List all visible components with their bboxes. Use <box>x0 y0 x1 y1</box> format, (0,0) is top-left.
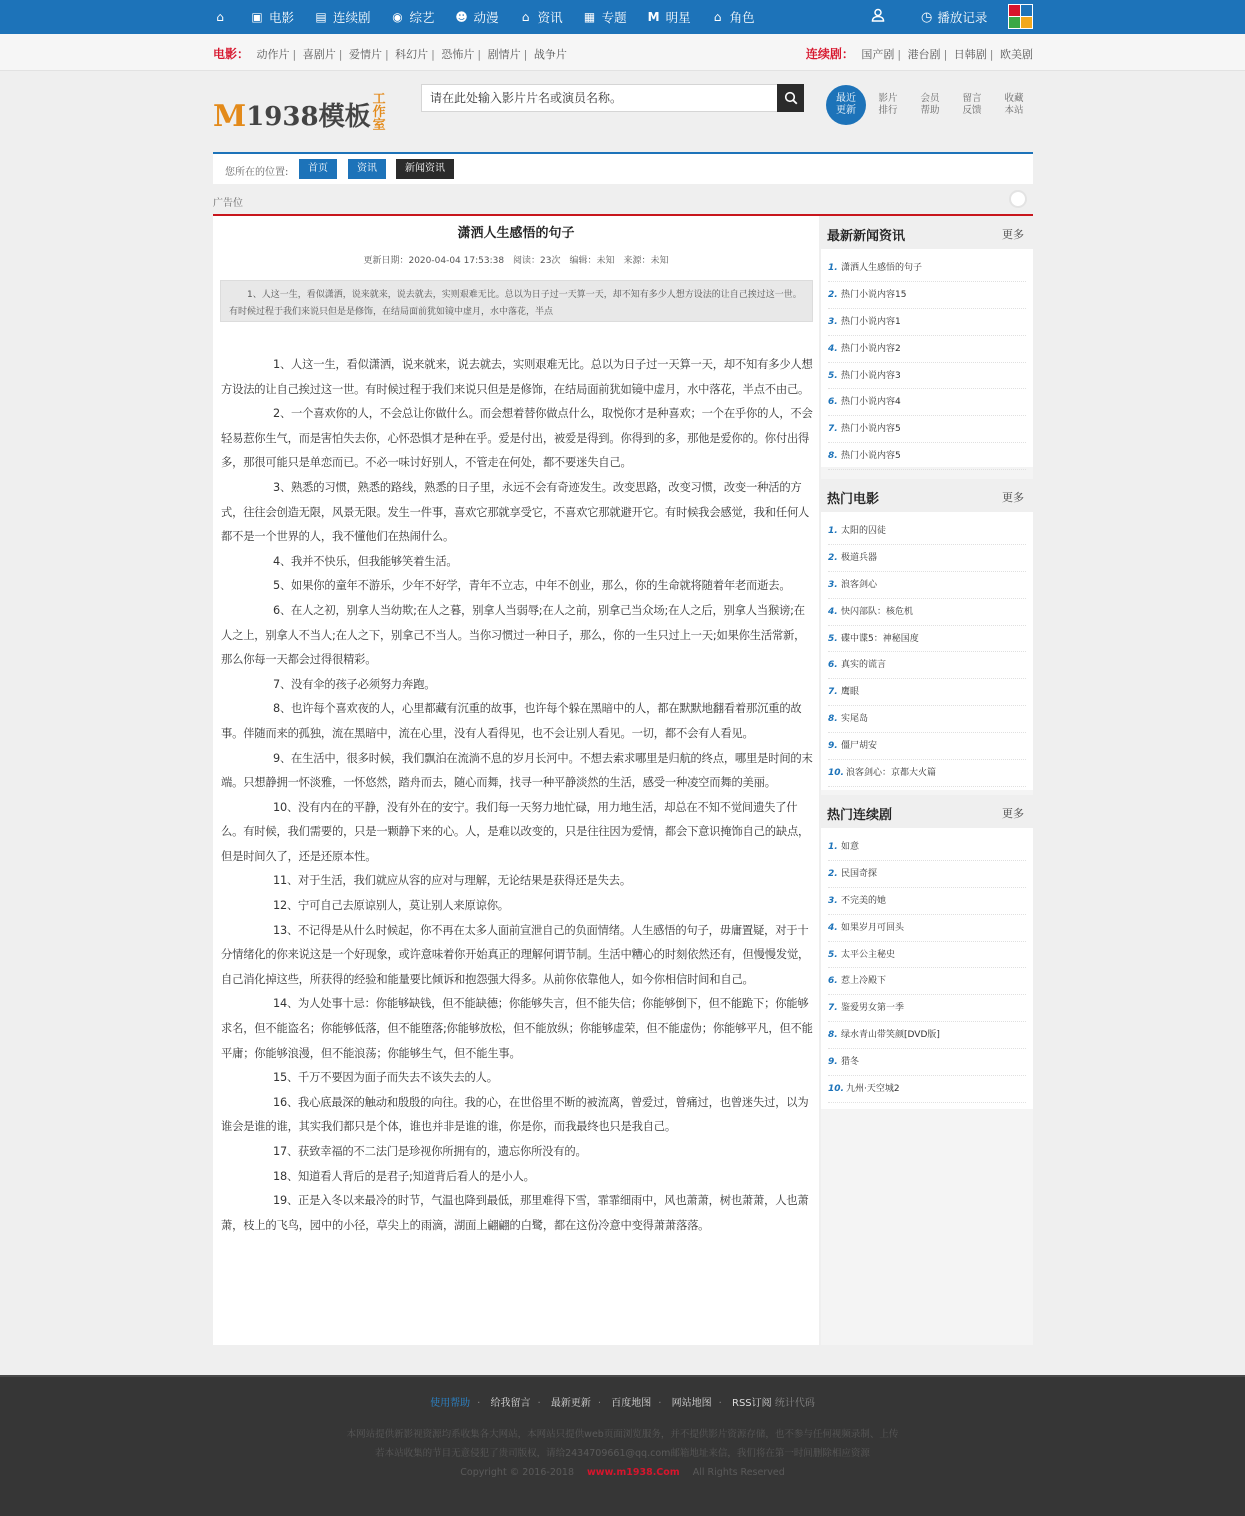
list-item-link[interactable]: 真实的谎言 <box>841 660 887 671</box>
more-link[interactable]: 更多 <box>1002 491 1024 504</box>
nav-news[interactable] <box>519 0 563 34</box>
article-paragraph: 13、不记得是从什么时候起，你不再在太多人面前宣泄自己的负面情绪。人生感悟的句子，毋庸置疑，对于十分情绪化的你来说这是一个好现象，或许意味着你开始真正的理解何谓节制。生活中糟心的时刻依然还有，但慢慢发觉，自己消化掉这些，所获得的经验和能量要比倾诉和抱怨强大得多。从前你依靠他人，如今你相信时间和自己。 <box>221 923 810 986</box>
list-item-link[interactable]: 浪客剑心：京都大火篇 <box>846 768 937 779</box>
article-paragraph: 1、人这一生，看似潇洒，说来就来，说去就去，实则艰难无比。总以为日子过一天算一天，却不知有多少人想方设法的让自己挨过这一世。有时候过程于我们来说只但是是修饰，在结局面前犹如镜中虚月，水中落花，半点不由己。 <box>221 358 813 396</box>
topic-icon: ▦ <box>583 10 596 24</box>
ql-line: 更新 <box>836 105 856 116</box>
article-paragraph: 6、在人之初，别拿人当幼欺;在人之暮，别拿人当弱辱;在人之前，别拿己当众场;在人之后，别拿人当猴谤;在人之上，别拿人不当人;在人之下，别拿己不当人。当你习惯过一种日子，那么，你的一生只过上一天;如果你生活常新，那么你每一天都会过得很精彩。 <box>221 603 806 667</box>
article-title: 潇洒人生感悟的句子 <box>457 226 575 241</box>
list-item-link[interactable]: 热门小说内容4 <box>841 397 901 408</box>
article-body <box>221 353 813 1238</box>
nav-label: 动漫 <box>473 10 499 25</box>
news-icon: ⌂ <box>521 10 530 24</box>
ad-label: 广告位 <box>213 198 243 209</box>
search-icon <box>784 91 798 105</box>
footer-links: 使用帮助 · 给我留言 · 最新更新 · 百度地图 · 网站地图 · RSS订阅 统计代码 <box>430 1398 815 1409</box>
list-item-link[interactable]: 极道兵器 <box>841 552 878 563</box>
ql-line: 会员 <box>920 93 940 104</box>
film-icon: ▣ <box>251 10 263 24</box>
list-item[interactable] <box>828 416 1026 443</box>
play-history-button[interactable] <box>921 0 987 34</box>
list-item[interactable] <box>828 679 1026 706</box>
ql-line: 排行 <box>878 105 898 116</box>
list-item-number: 8. <box>828 1030 838 1041</box>
footer-link[interactable]: RSS订阅 <box>732 1398 772 1409</box>
nav-label: 角色 <box>729 10 755 25</box>
list-item[interactable] <box>828 518 1026 545</box>
list-item[interactable] <box>828 706 1026 733</box>
box-title: 热门连续剧 <box>827 808 893 823</box>
logo-m: M <box>213 99 247 134</box>
home-icon: ⌂ <box>216 10 224 24</box>
category-link[interactable]: 国产剧 <box>861 48 895 61</box>
list-item[interactable] <box>828 1049 1026 1076</box>
list-item-link[interactable]: 僵尸胡安 <box>841 741 878 752</box>
box-title: 热门电影 <box>827 492 880 507</box>
ql-line: 最近 <box>836 93 856 104</box>
category-link[interactable]: 喜剧片 <box>302 48 336 61</box>
site-logo[interactable] <box>213 86 386 132</box>
list-item-number: 8. <box>828 451 838 462</box>
hot-series-box <box>821 795 1033 1109</box>
list-item-link[interactable]: 潇洒人生感悟的句子 <box>841 263 923 273</box>
list-item-number: 2. <box>828 868 838 879</box>
list-item-number: 5. <box>828 949 838 960</box>
list-item-number: 6. <box>828 976 838 987</box>
ql-line: 收藏 <box>1004 93 1024 104</box>
nav-anime[interactable] <box>455 0 499 34</box>
box-title: 最新新闻资讯 <box>827 229 906 244</box>
list-item-number: 10. <box>828 1084 844 1095</box>
category-link[interactable]: 恐怖片 <box>441 48 475 61</box>
list-item-link[interactable]: 民国奇探 <box>841 868 878 879</box>
nav-variety[interactable] <box>391 0 435 34</box>
list-item-number: 9. <box>828 741 838 752</box>
breadcrumb <box>213 152 1033 184</box>
series-categories: 连续剧： 国产剧 | 港台剧 | 日韩剧 | 欧美剧 <box>805 47 1033 61</box>
list-item-number: 3. <box>828 579 838 590</box>
category-bar <box>0 34 1245 71</box>
ql-line: 影片 <box>878 93 898 104</box>
list-item[interactable] <box>828 389 1026 416</box>
footer <box>0 1375 1245 1516</box>
list-item-number: 3. <box>828 895 838 906</box>
logo-sub-char: 室 <box>372 118 386 133</box>
list-item-link[interactable]: 热门小说内容3 <box>841 370 901 381</box>
list-item-number: 3. <box>828 316 838 327</box>
article-paragraph: 3、熟悉的习惯，熟悉的路线，熟悉的日子里，永远不会有奇迹发生。改变思路，改变习惯，改变一种活的方式，往往会创造无限，风景无限。发生一件事，喜欢它那就享受它，不喜欢它那就避开它。有时候我会感觉，我和任何人都不是一个世界的人，我不懂他们在热闹什么。 <box>221 480 810 544</box>
category-link[interactable]: 科幻片 <box>395 48 429 61</box>
variety-icon: ◉ <box>392 10 403 24</box>
list-item-link[interactable]: 浪客剑心 <box>841 579 878 590</box>
category-link[interactable]: 剧情片 <box>487 48 521 61</box>
article-paragraph: 2、一个喜欢你的人，不会总让你做什么。而会想着替你做点什么，取悦你才是种喜欢；一个在乎你的人，不会轻易惹你生气，而是害怕失去你，心怀恐惧才是种在乎。爱是付出，被爱是得到。你得到的多，那他是爱你的。你付出得多，那很可能只是单恋而已。不必一味讨好别人，不管走在何处，都不要迷失自己。 <box>221 407 813 470</box>
list-item[interactable] <box>828 572 1026 599</box>
footer-link[interactable]: 最新更新 <box>550 1398 591 1409</box>
ql-line: 反馈 <box>962 105 982 116</box>
article-paragraph: 11、对于生活，我们就应从容的应对与理解，无论结果是获得还是失去。 <box>272 874 631 888</box>
top-nav-bar <box>0 0 1245 34</box>
footer-link[interactable]: 百度地图 <box>611 1398 652 1409</box>
bookmark-link[interactable] <box>993 93 1035 117</box>
list-item[interactable] <box>828 1076 1026 1103</box>
category-link[interactable]: 战争片 <box>533 48 567 61</box>
box-header <box>821 216 1033 249</box>
list-item[interactable] <box>828 861 1026 888</box>
list-item-number: 4. <box>828 922 838 933</box>
movie-list <box>821 512 1033 787</box>
nav-label: 资讯 <box>537 10 563 25</box>
nav-role[interactable] <box>711 0 755 34</box>
footer-link[interactable]: 使用帮助 <box>430 1398 471 1409</box>
nav-label: 综艺 <box>409 10 435 25</box>
list-item-number: 7. <box>828 687 838 698</box>
nav-label: 电影 <box>269 10 295 25</box>
logo-text: 1938模板 <box>246 102 371 133</box>
series-category-head: 连续剧： <box>805 47 854 61</box>
list-item-link[interactable]: 热门小说内容2 <box>841 343 901 354</box>
list-item-link[interactable]: 热门小说内容1 <box>841 316 901 327</box>
footer-domain-link[interactable]: www.m1938.Com <box>587 1467 680 1478</box>
member-help-link[interactable] <box>909 93 951 117</box>
list-item[interactable] <box>828 995 1026 1022</box>
article-paragraph: 15、千万不要因为面子而失去不该失去的人。 <box>272 1071 498 1085</box>
movie-category-head: 电影： <box>213 47 250 61</box>
category-link[interactable]: 港台剧 <box>907 48 941 61</box>
category-link[interactable]: 日韩剧 <box>953 48 987 61</box>
list-item-number: 5. <box>828 370 838 381</box>
list-item[interactable] <box>828 363 1026 390</box>
series-list <box>821 828 1033 1103</box>
footer-link[interactable]: 给我留言 <box>490 1398 531 1409</box>
rights-text: All Rights Reserved <box>692 1467 785 1478</box>
breadcrumb-news[interactable]: 资讯 <box>348 159 386 179</box>
search-button[interactable] <box>777 84 804 112</box>
list-item-number: 4. <box>828 343 838 354</box>
list-item[interactable] <box>828 443 1026 470</box>
list-item-link[interactable]: 热门小说内容15 <box>841 289 907 300</box>
list-item[interactable] <box>828 599 1026 626</box>
logo-sub <box>373 93 386 132</box>
list-item-number: 9. <box>828 1057 838 1068</box>
article-paragraph: 19、正是入冬以来最冷的时节，气温也降到最低，那里难得下雪，霏霏细雨中，风也萧萧，树也萧萧，人也萧萧，枝上的飞鸟，园中的小径，草尖上的雨滴，湖面上翩翩的白鹭，都在这份冷意中变得萧萧落落。 <box>221 1194 809 1232</box>
app-tiles-icon[interactable] <box>1008 4 1033 29</box>
list-item-link[interactable]: 碟中谍5：神秘国度 <box>841 633 919 644</box>
star-icon: M <box>647 10 660 24</box>
article-paragraph: 16、我心底最深的触动和殷殷的向往。我的心，在世俗里不断的被流离，曾爱过，曾痛过，也曾迷失过，以为谁会是谁的谁，其实我们都只是个体，谁也并非是谁的谁，你是你，而我最终也只是我自己。 <box>221 1095 809 1134</box>
list-item-number: 10. <box>828 768 844 779</box>
list-item-number: 1. <box>828 842 838 852</box>
list-item-number: 2. <box>828 289 838 300</box>
list-item[interactable] <box>828 888 1026 915</box>
nav-home[interactable] <box>213 0 232 34</box>
list-item[interactable] <box>828 545 1026 572</box>
more-link[interactable]: 更多 <box>1002 807 1024 820</box>
list-item[interactable] <box>828 282 1026 309</box>
ranking-link[interactable] <box>867 93 909 117</box>
logo-sub-char: 工 <box>372 92 386 107</box>
ql-line: 帮助 <box>920 105 940 116</box>
list-item-number: 6. <box>828 660 838 671</box>
logo-sub-char: 作 <box>372 105 386 120</box>
list-item[interactable] <box>828 255 1026 282</box>
category-link[interactable]: 爱情片 <box>348 48 382 61</box>
list-item-link[interactable]: 如意 <box>841 842 860 852</box>
nav-topic[interactable] <box>583 0 627 34</box>
list-item[interactable] <box>828 336 1026 363</box>
footer-stat: 统计代码 <box>774 1398 815 1409</box>
breadcrumb-current[interactable]: 新闻资讯 <box>396 159 454 179</box>
list-item-number: 6. <box>828 397 838 408</box>
article-paragraph: 18、知道看人背后的是君子;知道背后看人的是小人。 <box>272 1169 535 1183</box>
list-item[interactable] <box>828 626 1026 653</box>
search-input[interactable] <box>422 85 778 111</box>
category-link[interactable]: 动作片 <box>256 48 290 61</box>
user-icon[interactable] <box>871 8 887 24</box>
quick-links <box>826 85 1035 125</box>
list-item[interactable] <box>828 834 1026 861</box>
latest-update-button[interactable] <box>826 85 866 125</box>
list-item-number: 4. <box>828 606 838 617</box>
list-item-link[interactable]: 如果岁月可回头 <box>841 922 905 933</box>
list-item-link[interactable]: 鉴爱男女第一季 <box>841 1003 905 1014</box>
article-paragraph: 17、获致幸福的不二法门是珍视你所拥有的，遗忘你所没有的。 <box>272 1145 587 1158</box>
box-header <box>821 479 1033 512</box>
list-item[interactable] <box>828 968 1026 995</box>
anime-icon: ☻ <box>455 10 468 24</box>
nav-label: 明星 <box>665 10 691 25</box>
category-link[interactable]: 欧美剧 <box>1000 48 1033 61</box>
article <box>213 216 819 1345</box>
list-item-link[interactable]: 太阳的囚徒 <box>841 526 887 536</box>
list-item-link[interactable]: 热门小说内容5 <box>841 451 901 462</box>
list-item-link[interactable]: 九州·天空城2 <box>846 1084 900 1095</box>
main-nav <box>213 0 775 34</box>
more-link[interactable]: 更多 <box>1002 228 1024 241</box>
ql-line: 本站 <box>1004 105 1024 116</box>
list-item-number: 1. <box>828 526 838 536</box>
article-meta: 更新日期：2020-04-04 17:53:38 阅读：23次 编辑：未知 来源：未知 <box>363 256 669 266</box>
breadcrumb-label: 您所在的位置: <box>225 167 289 178</box>
list-item-number: 7. <box>828 1003 838 1014</box>
ad-close-icon[interactable] <box>1009 190 1027 208</box>
list-item-number: 8. <box>828 714 838 725</box>
article-paragraph: 7、没有伞的孩子必须努力奔跑。 <box>272 677 436 691</box>
nav-series[interactable] <box>314 0 371 34</box>
sidebar <box>821 216 1033 1345</box>
article-paragraph: 9、在生活中，很多时候，我们飘泊在流淌不息的岁月长河中。不想去索求哪里是归航的终点，哪里是时间的末端。只想静拥一怀淡雅，一怀悠然，踏舟而去，随心而舞，找寻一种平静淡然的生活，感受一种凌空而舞的美丽。 <box>221 751 813 790</box>
box-header <box>821 795 1033 828</box>
list-item-link[interactable]: 惹上冷殿下 <box>841 976 887 987</box>
latest-news-box <box>821 216 1033 467</box>
article-paragraph: 5、如果你的童年不游乐，少年不好学，青年不立志，中年不创业，那么，你的生命就将随着年老而逝去。 <box>272 579 791 593</box>
list-item-link[interactable]: 快闪部队：核危机 <box>841 606 914 617</box>
nav-label: 专题 <box>601 10 627 25</box>
nav-star[interactable] <box>647 0 691 34</box>
news-list <box>821 249 1033 470</box>
article-paragraph: 10、没有内在的平静，没有外在的安宁。我们每一天努力地忙碌，用力地生活，却总在不知不觉间遗失了什么。有时候，我们需要的，只是一颗静下来的心。人，是难以改变的，只是往往因为爱情，都会下意识掩饰自己的缺点，但是时间久了，还是还原本性。 <box>221 800 810 863</box>
movie-categories: 电影： 动作片 | 喜剧片 | 爱情片 | 科幻片 | 恐怖片 | 剧情片 | 战争片 <box>213 47 567 61</box>
ad-slot <box>213 184 1033 214</box>
article-summary: 1、人这一生，看似潇洒，说来就来，说去就去，实则艰难无比。总以为日子过一天算一天，却不知有多少人想方设法的让自己挨过这一世。有时候过程于我们来说只但是是修饰，在结局面前犹如镜中虚月，水中落花，半点 <box>220 280 813 322</box>
list-item[interactable] <box>828 915 1026 942</box>
latest-update-label <box>836 93 856 117</box>
list-item-link[interactable]: 猎冬 <box>841 1057 860 1068</box>
list-item-number: 1. <box>828 263 838 273</box>
list-item-link[interactable]: 不完美的她 <box>841 895 887 906</box>
nav-label: 连续剧 <box>333 10 371 25</box>
list-item-number: 5. <box>828 633 838 644</box>
list-item-link[interactable]: 绿水青山带笑颜[DVD版] <box>841 1030 940 1041</box>
list-item[interactable] <box>828 652 1026 679</box>
list-item-number: 2. <box>828 552 838 563</box>
article-paragraph: 8、也许每个喜欢夜的人，心里都藏有沉重的故事，也许每个躲在黑暗中的人，都在默默地翻看着那沉重的故事。伴随而来的孤独，流在黑暗中，流在心里，没有人看得见，也不会让别人看见。一切，都不会有人看见。 <box>221 702 802 740</box>
article-paragraph: 4、我并不快乐，但我能够笑着生活。 <box>272 554 458 568</box>
play-history-label: 播放记录 <box>937 10 988 25</box>
nav-movie[interactable] <box>250 0 294 34</box>
breadcrumb-home[interactable]: 首页 <box>299 159 337 179</box>
list-item[interactable] <box>828 309 1026 336</box>
list-item-number: 7. <box>828 424 838 435</box>
ql-line: 留言 <box>962 93 982 104</box>
hot-movies-box <box>821 479 1033 790</box>
list-item-link[interactable]: 实尾岛 <box>841 714 869 725</box>
list-item[interactable] <box>828 760 1026 787</box>
list-item[interactable] <box>828 1022 1026 1049</box>
list-item[interactable] <box>828 942 1026 969</box>
footer-copyright-notice: 若本站收集的节目无意侵犯了贵司版权，请给2434709661@qq.com邮箱地址来信，我们将在第一时间删除相应资源 <box>375 1448 870 1459</box>
role-icon: ⌂ <box>713 10 722 24</box>
copyright-text: Copyright © 2016-2018 <box>460 1467 574 1478</box>
article-paragraph: 12、宁可自己去原谅别人，莫让别人来原谅你。 <box>272 899 509 913</box>
footer-disclaimer: 本网站提供新影视资源均系收集各大网站，本网站只提供web页面浏览服务，并不提供影片资源存储，也不参与任何视频录制、上传 <box>346 1429 899 1440</box>
clock-icon: ◷ <box>921 9 933 25</box>
article-paragraph: 14、为人处事十忌：你能够缺钱，但不能缺德；你能够失言，但不能失信；你能够倒下，但不能跪下；你能够求名，但不能盗名；你能够低落，但不能堕落;你能够放松，但不能放纵；你能够虚荣，但不能虚伪；你能够平凡，但不能平庸；你能够浪漫，但不能浪荡；你能够生气，但不能生事。 <box>221 997 813 1060</box>
list-item-link[interactable]: 太平公主秘史 <box>841 949 896 960</box>
footer-copyright <box>0 1467 1245 1478</box>
feedback-link[interactable] <box>951 93 993 117</box>
footer-link[interactable]: 网站地图 <box>671 1398 712 1409</box>
list-item-link[interactable]: 鹰眼 <box>841 687 860 698</box>
search-box <box>421 84 804 112</box>
list-item[interactable] <box>828 733 1026 760</box>
tv-icon: ▤ <box>315 10 327 24</box>
list-item-link[interactable]: 热门小说内容5 <box>841 424 901 435</box>
